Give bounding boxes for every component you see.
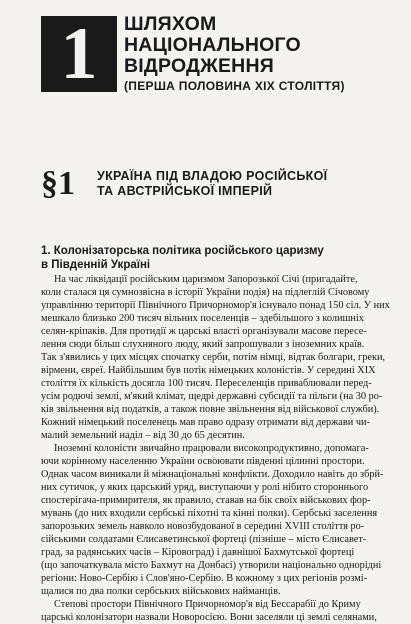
- paragraph-line: Степові простори Північного Причорномор'я від Бессарабії до Криму: [54, 599, 361, 610]
- paragraph-line: малий земельний наділ – від 30 до 65 десятин.: [41, 430, 245, 441]
- paragraph-line: регіони: Ново-Сербію і Слов'яно-Сербію. В кожному з цих регіонів розмі-: [41, 573, 368, 584]
- chapter-number: 1: [60, 13, 98, 95]
- paragraph-line: Кожний німецький поселенець мав право одразу отримати від держави чи-: [41, 417, 370, 428]
- paragraph-line: Так з'явились у цих місцях спочатку серби, потім німці, відтак болгари, греки,: [41, 352, 386, 363]
- section-title: [97, 169, 397, 199]
- paragraph-line: щалися по два полки сербських військових найманців.: [41, 586, 281, 597]
- paragraph-line: Однак часом виникали й міжнаціональні конфлікти. Доходило навіть до збрй-: [41, 469, 384, 480]
- paragraph-line: ючи корінному населенню України освоювати південні цілинні простори.: [41, 456, 365, 467]
- body-text: [41, 273, 391, 624]
- paragraph-line: лення сюди більш слухняного люду, який запрошували з іноземних країв.: [41, 339, 365, 350]
- paragraph-line: мешкало близько 200 тисяч вільних поселенців – здебільшого з колишніх: [41, 313, 364, 324]
- chapter-title-line: НАЦІОНАЛЬНОГО: [124, 34, 301, 56]
- chapter-title-line: ШЛЯХОМ: [124, 13, 217, 35]
- chapter-number-block: [41, 13, 117, 95]
- section-title-line: УКРАЇНА ПІД ВЛАДОЮ РОСІЙСЬКОЇ: [97, 169, 328, 183]
- chapter-title: [124, 14, 406, 94]
- paragraph-line: Іноземні колоністи звичайно працювали високопродуктивно, допомага-: [54, 443, 369, 454]
- section-number: §1: [41, 165, 75, 202]
- paragraph-line: них сутичок, у яких царський уряд, виступаючи у ролі нібито стороннього: [41, 482, 369, 493]
- paragraph-line: століття їх кількість досягла 100 тисяч. Переселенців приваблювали перед-: [41, 378, 372, 389]
- paragraph-line: коли сталася ця сумнозвісна в історії України подія) на підлеглій Січовому: [41, 287, 370, 298]
- paragraph-line: царські колонізатори назвали Новоросією. Вони заселяли ці землі селянами,: [41, 612, 377, 623]
- chapter-subtitle: (ПЕРША ПОЛОВИНА XIX СТОЛІТТЯ): [124, 79, 345, 93]
- paragraph-line: усім родючі землі, м'який клімат, щедрі державні субсидії та пільги (на 30 ро-: [41, 391, 383, 402]
- paragraph-line: вірмени, євреї. Найбільшим був потік німецьких колоністів. У середині XIX: [41, 365, 376, 376]
- section-title-line: ТА АВСТРІЙСЬКОЇ ІМПЕРІЙ: [97, 184, 273, 198]
- subsection-heading: [41, 244, 391, 272]
- paragraph-line: управлінню території Північного Причорномор'я існувало понад 150 сіл. У них: [41, 300, 390, 311]
- paragraph-line: селян-кріпаків. Для протидії ж царські власті організували масове пересе-: [41, 326, 367, 337]
- subsection-heading-line: в Південній Україні: [41, 259, 151, 271]
- paragraph-line: (що започаткувала місто Бахмут на Донбасі) утворили національно однорідні: [41, 560, 382, 571]
- paragraph-line: сійськими солдатами Єлисаветинської фортеці (пізніше – місто Єлисавет-: [41, 534, 367, 545]
- paragraph-line: мувань (до них входили сербські піхотні та кінні полки). Сербські заселення: [41, 508, 378, 519]
- paragraph-line: запорозьких земель навколо новозбудованої в середині XVIII століття ро-: [41, 521, 365, 532]
- paragraph-line: град, за радянських часів – Кіровоград) і давнішої Бахмутської фортеці: [41, 547, 355, 558]
- paragraph-line: На час ліквідації російським царизмом Запорозької Січі (пригадайте,: [54, 274, 358, 285]
- chapter-title-line: ВІДРОДЖЕННЯ: [124, 55, 274, 77]
- subsection-heading-line: 1. Колонізаторська політика російського царизму: [41, 245, 324, 257]
- paragraph-line: спостерігача-примирителя, як правило, ставав на бік своїх військових фор-: [41, 495, 371, 506]
- paragraph-line: ків звільнення від податків, а також повне звільнення від військової служби).: [41, 404, 380, 415]
